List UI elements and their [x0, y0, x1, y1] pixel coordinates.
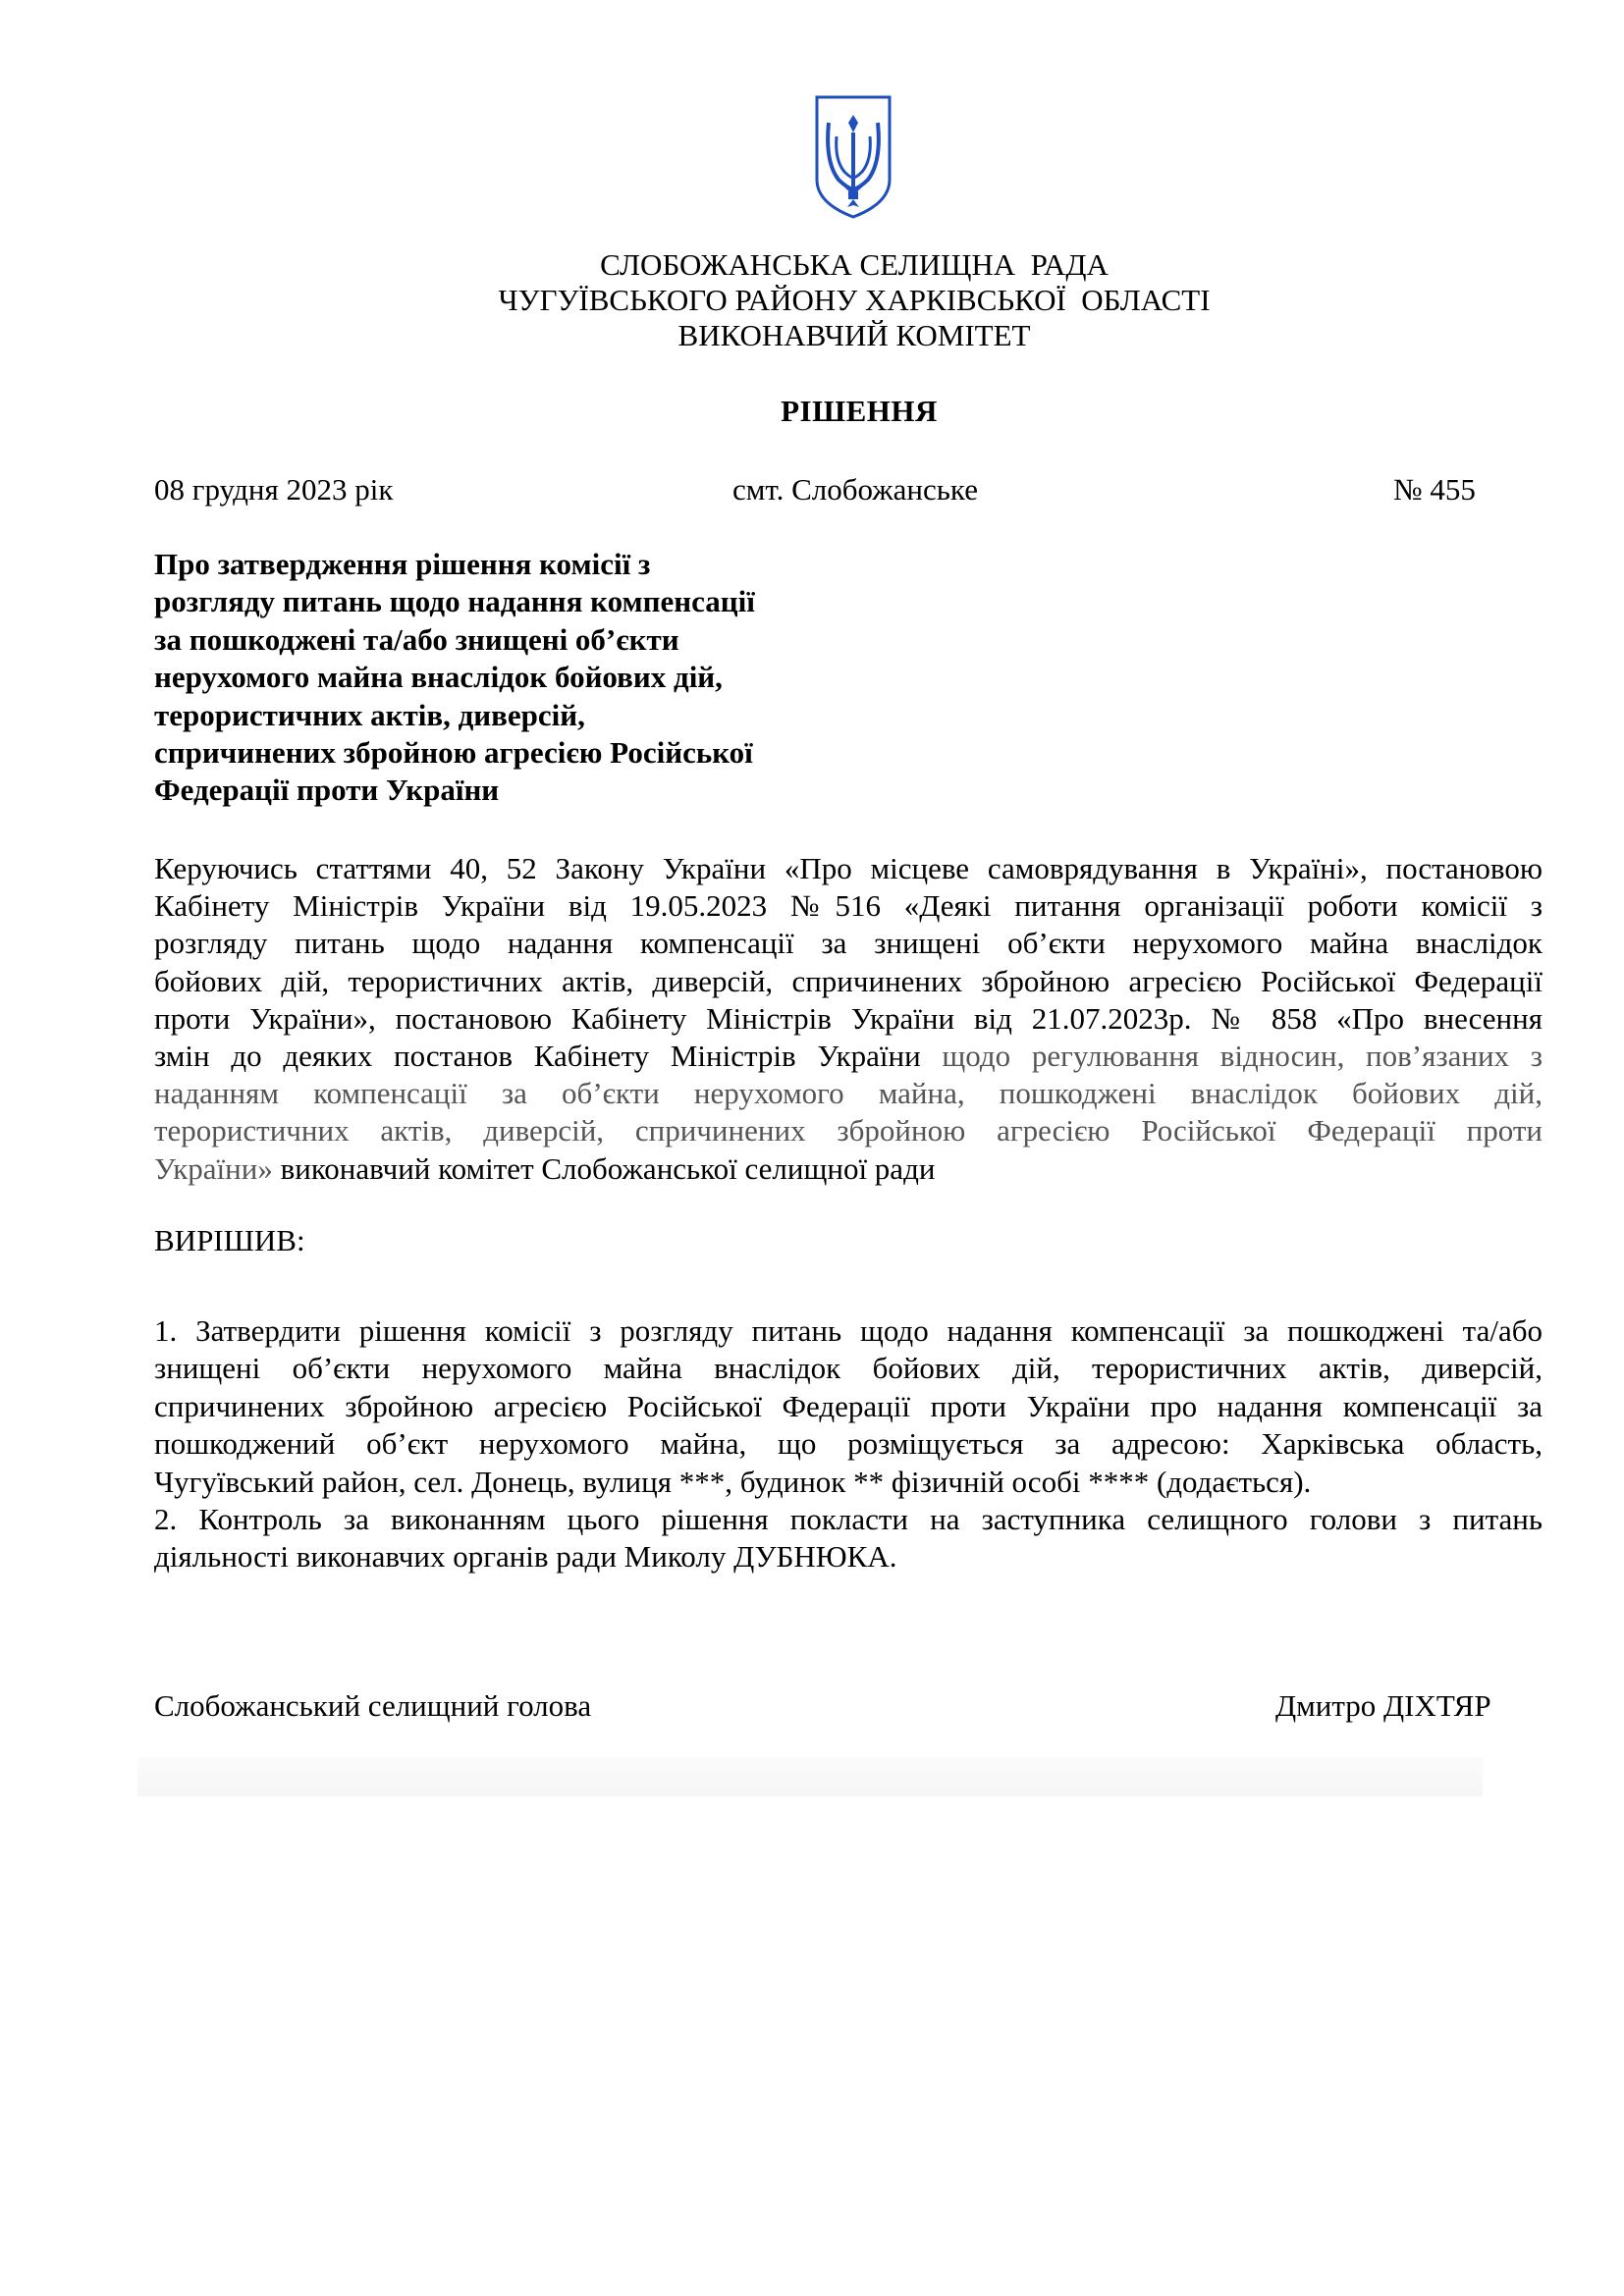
coat-of-arms-trident-icon [811, 93, 895, 221]
document-date: 08 грудня 2023 рік [154, 472, 394, 507]
preamble-line: терористичних актів, диверсій, спричинених збройною агресією Російської Федерації проти [154, 1113, 1543, 1148]
item-line: 2. Контроль за виконанням цього рішення покласти на заступника селищного голови з питань [154, 1502, 1543, 1537]
preamble-text-grey: щодо регулювання відносин, пов’язаних з [920, 1039, 1543, 1074]
item-line: 1. Затвердити рішення комісії з розгляду питань щодо надання компенсації за пошкоджені та/або [154, 1313, 1543, 1348]
preamble-line: наданням компенсації за об’єкти нерухомого майна, пошкоджені внаслідок бойових дій, [154, 1076, 1543, 1111]
header-line-committee: ВИКОНАВЧИЙ КОМІТЕТ [677, 318, 1031, 352]
header-line-council: СЛОБОЖАНСЬКА СЕЛИЩНА РАДА [600, 247, 1109, 282]
decision-subject [154, 546, 861, 810]
scan-shadow-band [137, 1757, 1483, 1796]
signatory-position: Слобожанський селищний голова [154, 1688, 592, 1723]
decided-heading: ВИРІШИВ: [154, 1223, 305, 1257]
preamble-line: Кабінету Міністрів України від 19.05.2023 №516 «Деякі питання організації роботи комісії з [154, 888, 1543, 924]
signatory-name: Дмитро ДІХТЯР [1275, 1688, 1491, 1723]
header-line-district: ЧУГУЇВСЬКОГО РАЙОНУ ХАРКІВСЬКОЇ ОБЛАСТІ [498, 283, 1211, 317]
preamble-line [154, 1150, 1543, 1188]
subject-line: нерухомого майна внаслідок бойових дій, [154, 660, 723, 695]
preamble-line: розгляду питань щодо надання компенсації за знищені об’єкти нерухомого майна внаслідок [154, 926, 1543, 961]
document-place: смт. Слобожанське [732, 472, 978, 507]
legal-preamble [154, 850, 1543, 1188]
item-line: спричинених збройною агресією Російської Федерації проти України про надання компенсації за [154, 1388, 1543, 1423]
preamble-text-black: виконавчий комітет Слобожанської селищної ради [272, 1150, 936, 1186]
preamble-text-black: змін до деяких постанов Кабінету Міністрів України [154, 1039, 921, 1074]
preamble-line [154, 1038, 1543, 1075]
subject-line: Федерації проти України [154, 773, 500, 808]
subject-line: розгляду питань щодо надання компенсації [154, 584, 755, 619]
subject-line: терористичних актів, диверсій, [154, 697, 585, 732]
decision-items [154, 1312, 1543, 1576]
subject-line: спричинених збройною агресією Російської [154, 735, 753, 771]
item-line: знищені об’єкти нерухомого майна внаслідок бойових дій, терористичних актів, диверсій, [154, 1351, 1543, 1386]
document-number: № 455 [1393, 472, 1476, 507]
preamble-text-grey: України» [154, 1150, 273, 1186]
item-line: пошкоджений об’єкт нерухомого майна, що розміщується за адресою: Харківська область, [154, 1426, 1543, 1462]
organization-header [0, 247, 1624, 353]
item-line: діяльності виконавчих органів ради Миколу ДУБНЮКА. [154, 1539, 897, 1575]
subject-line: Про затвердження рішення комісії з [154, 547, 651, 581]
preamble-line: проти України», постановою Кабінету Міністрів України від 21.07.2023р. № 858 «Про внесення [154, 1000, 1543, 1036]
preamble-line: бойових дій, терористичних актів, диверсій, спричинених збройною агресією Російської Федерації [154, 963, 1543, 998]
item-line: Чугуївський район, сел. Донець, вулиця ***, будинок ** фізичній особі **** (додається). [154, 1464, 1312, 1499]
document-title: РІШЕННЯ [781, 394, 938, 428]
subject-line: за пошкоджені та/або знищені об’єкти [154, 621, 679, 657]
preamble-line: Керуючись статтями 40, 52 Закону України «Про місцеве самоврядування в Україні», постановою [154, 851, 1543, 885]
